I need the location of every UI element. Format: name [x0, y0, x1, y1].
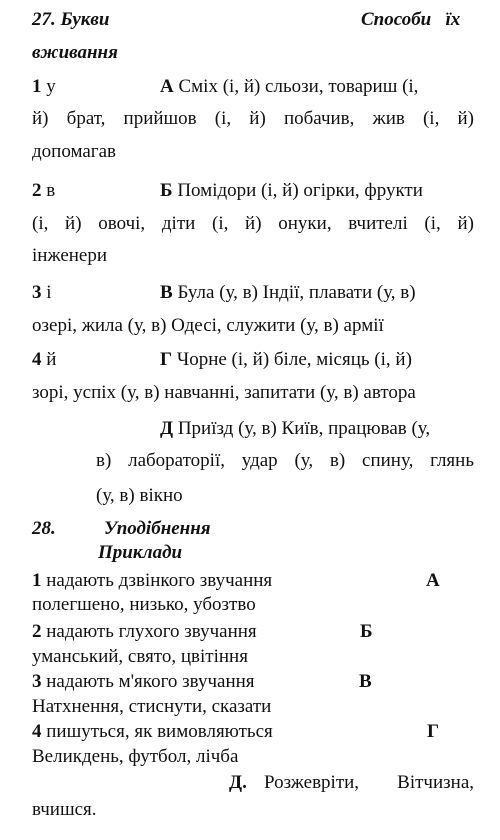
task27-row-1-line2: й) брат, прийшов (і, й) побачив, жив (і, й) — [32, 108, 474, 129]
task27-row-1-line3: допомагав — [32, 141, 116, 162]
task28-row-3-examples: Натхнення, стиснути, сказати — [32, 696, 272, 717]
task27-title: 27. Букви — [32, 9, 110, 30]
task27-row-4-line1: Г Чорне (і, й) біле, місяць (і, й) — [160, 349, 412, 370]
task28-row-1-key: А — [426, 570, 440, 591]
task27-row-2-line2: (і, й) овочі, діти (і, й) онуки, вчителі (і, й) — [32, 213, 474, 234]
task27-extra-line1: Д Приїзд (у, в) Київ, працював (у, — [160, 418, 431, 439]
task28-row-1-examples: полегшено, низько, убозтво — [32, 594, 256, 615]
task28-title-cont: Приклади — [98, 542, 183, 563]
task28-row-3: 3 надають м'якого звучання — [32, 671, 255, 692]
task28-row-4-key: Г — [427, 721, 440, 742]
task27-row-3-line1: В Була (у, в) Індії, плавати (у, в) — [160, 282, 416, 303]
task28-row-2-examples: уманський, свято, цвітіння — [32, 646, 248, 667]
task28-extra-key: Д. — [229, 772, 247, 793]
task28-extra-line1: Розжеврiти, Вітчизна, — [264, 772, 474, 793]
task28-title: Уподібнення — [104, 518, 211, 539]
task28-row-2: 2 надають глухого звучання — [32, 621, 257, 642]
task27-extra-line3: (у, в) вікно — [96, 485, 183, 506]
task28-title-number: 28. — [32, 518, 56, 539]
task27-row-2-line1: Б Помідори (і, й) огірки, фрукти — [160, 180, 423, 201]
task27-row-1-line1: А Сміх (і, й) сльози, товариш (і, — [160, 76, 419, 97]
task27-row-4-letter: 4 й — [32, 349, 57, 370]
task28-row-2-key: Б — [360, 621, 373, 642]
task28-row-4-examples: Великдень, футбол, лічба — [32, 746, 239, 767]
task27-extra-line2: в) лабораторії, удар (у, в) спину, глянь — [96, 450, 474, 471]
task27-title-right: Способи їх — [361, 9, 461, 30]
task27-title-cont: вживання — [32, 42, 118, 63]
task27-row-3-line2: озері, жила (у, в) Одесі, служити (у, в) армії — [32, 315, 384, 336]
task28-row-4: 4 пишуться, як вимовляються — [32, 721, 273, 742]
task28-row-3-key: В — [359, 671, 372, 692]
task27-row-2-letter: 2 в — [32, 180, 56, 201]
task27-row-2-line3: інженери — [32, 245, 108, 266]
task27-row-3-letter: 3 і — [32, 282, 52, 303]
task28-extra-line2: вчишся. — [32, 799, 97, 820]
task27-row-1-letter: 1 у — [32, 76, 56, 97]
task27-row-4-line2: зорі, успіх (у, в) навчанні, запитати (у, в) автора — [32, 382, 416, 403]
task28-row-1: 1 надають дзвінкого звучання — [32, 570, 273, 591]
